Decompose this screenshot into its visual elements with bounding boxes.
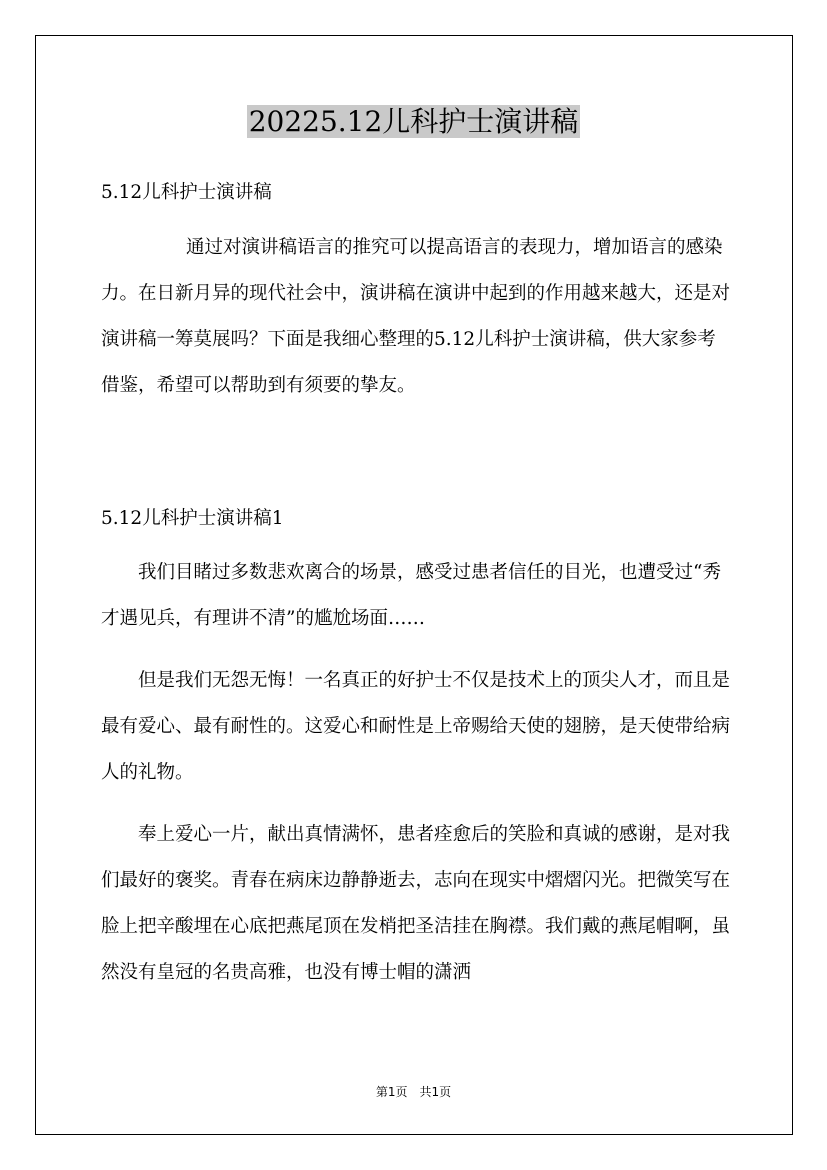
body-paragraph-1: 我们目睹过多数悲欢离合的场景，感受过患者信任的目光，也遭受过“秀才遇见兵，有理讲不清”的尴尬场面……	[101, 562, 721, 629]
body-paragraph-3: 奉上爱心一片，献出真情满怀，患者痊愈后的笑脸和真诚的感谢，是对我们最好的褒奖。青春在病床边静静逝去，志向在现实中熠熠闪光。把微笑写在脸上把辛酸埋在心底把燕尾顶在发梢把圣洁挂在胸襟。我们戴的燕尾帽啊，虽然没有皇冠的名贵高雅，也没有博士帽的潇洒	[101, 824, 731, 983]
document-title	[0, 100, 827, 144]
page-footer: 第1页 共1页	[375, 1085, 452, 1099]
body-paragraph-2: 但是我们无怨无悔！一名真正的好护士不仅是技术上的顶尖人才，而且是最有爱心、最有耐性的。这爱心和耐性是上帝赐给天使的翅膀，是天使带给病人的礼物。	[101, 670, 731, 783]
document-title-text: 20225.12儿科护士演讲稿	[248, 105, 579, 138]
speech-heading: 5.12儿科护士演讲稿1	[101, 508, 284, 529]
section-heading: 5.12儿科护士演讲稿	[101, 182, 272, 203]
intro-paragraph: 通过对演讲稿语言的推究可以提高语言的表现力，增加语言的感染力。在日新月异的现代社会中，演讲稿在演讲中起到的作用越来越大，还是对演讲稿一筹莫展吗？下面是我细心整理的5.12儿科护士演讲稿，供大家参考借鉴，希望可以帮助到有须要的挚友。	[101, 237, 731, 396]
